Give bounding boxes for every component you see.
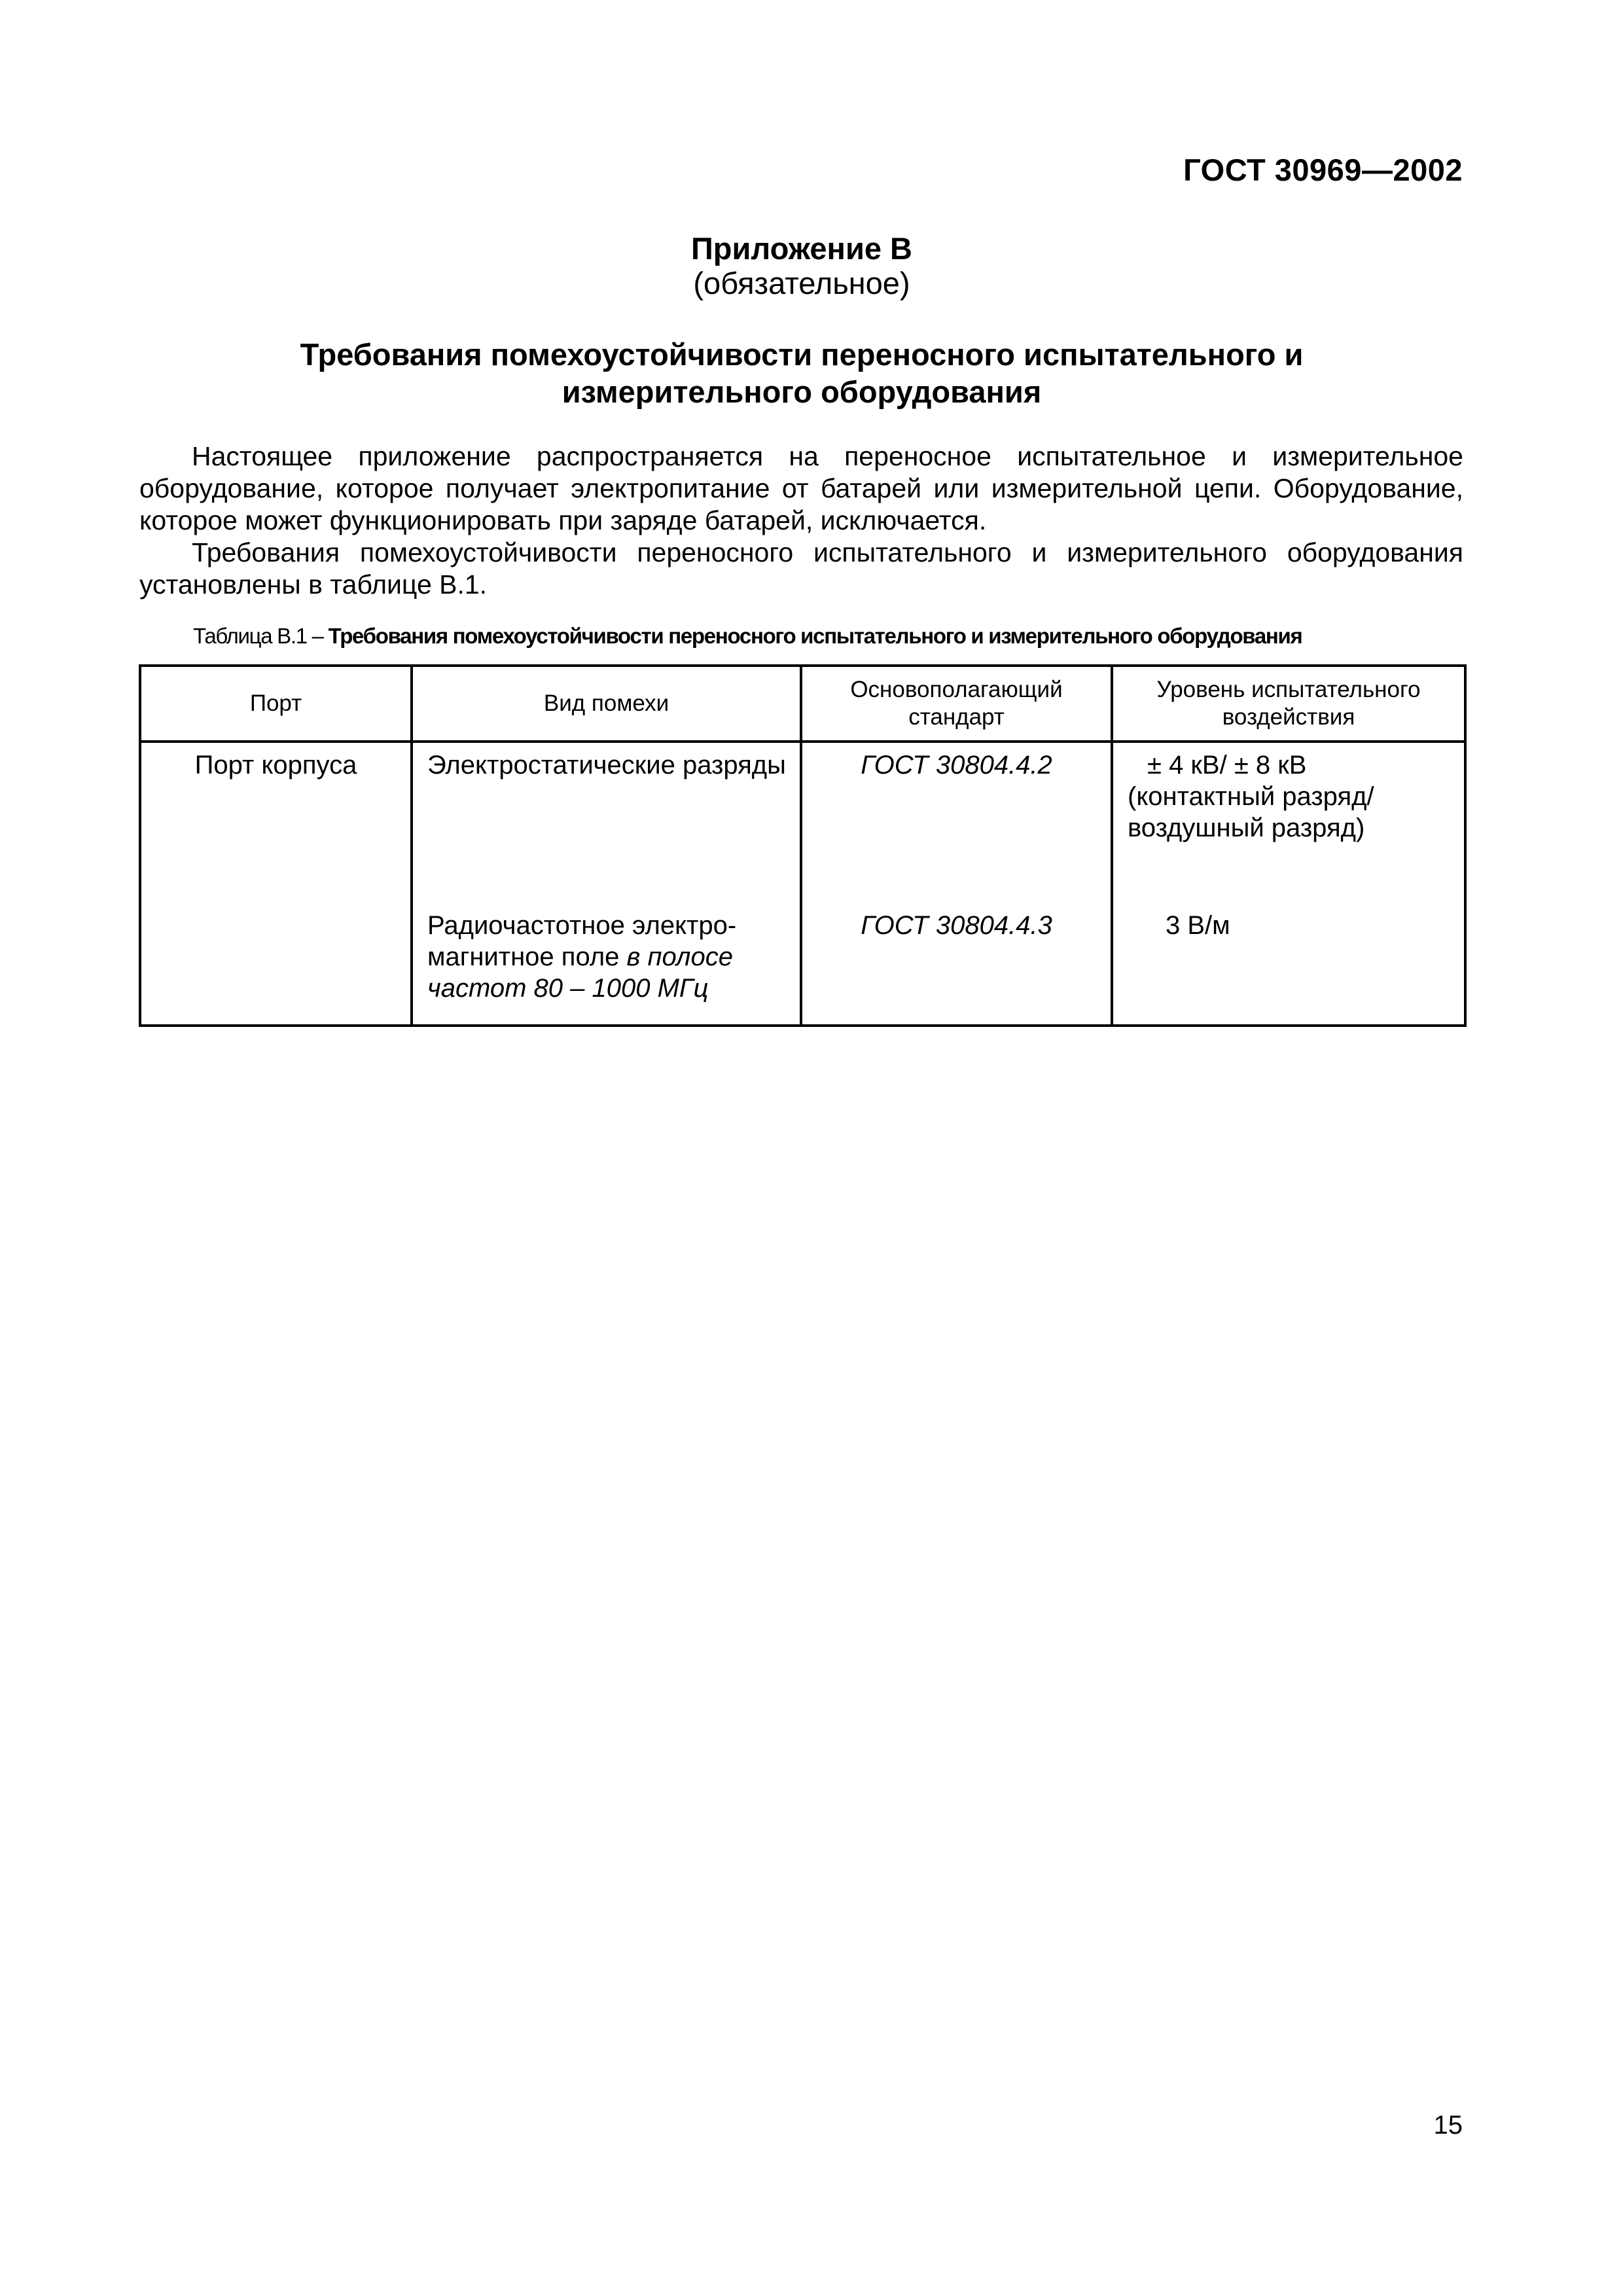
table-header-row (140, 666, 1465, 742)
header-standard: Основополагающий стандарт (801, 666, 1112, 742)
header-type: Вид помехи (412, 666, 801, 742)
cell-standard (801, 742, 1112, 1026)
standard-2: ГОСТ 30804.4.3 (861, 911, 1052, 940)
header-level: Уровень испытательного воздействия (1112, 666, 1465, 742)
standard-1: ГОСТ 30804.4.2 (861, 751, 1052, 780)
paragraph-requirements (139, 537, 1463, 601)
paragraph-requirements-text: Требования помехоустойчивости переносного испытательного и измерительного оборудования установлены в таблице В.1. (139, 537, 1463, 600)
annex-status: (обязательное) (693, 266, 910, 300)
table-row (140, 742, 1465, 1026)
test-level-1: ± 4 кВ/ ± 8 кВ (контактный разряд/воздушный разряд) (1128, 751, 1374, 842)
test-level-2: 3 В/м (1166, 911, 1230, 940)
annex-title: Приложение В (691, 231, 912, 266)
disturbance-type-1: Электростатические разряды (427, 751, 786, 780)
cell-test-level (1112, 742, 1465, 1026)
paragraph-scope-text: Настоящее приложение распространяется на переносное испытательное и измерительное оборудование, которое получает электропитание от батарей или измерительной цепи. Оборудование, которое может функционировать при заряде батарей, исключается. (139, 441, 1463, 535)
header-port: Порт (140, 666, 412, 742)
section-title-line-1: Требования помехоустойчивости переносного испытательного и (300, 337, 1304, 372)
port-value: Порт корпуса (194, 751, 357, 780)
section-title-line-2: измерительного оборудования (562, 374, 1042, 409)
cell-disturbance-type (412, 742, 801, 1026)
table-caption-prefix: Таблица В.1 – (193, 624, 329, 648)
section-title (196, 336, 1407, 410)
paragraph-scope (139, 440, 1463, 537)
document-number: ГОСТ 30969—2002 (1183, 152, 1463, 187)
cell-port (140, 742, 412, 1026)
page-number: 15 (1433, 2111, 1463, 2140)
requirements-table (139, 664, 1467, 1027)
table-caption (193, 624, 1466, 649)
table-caption-title: Требования помехоустойчивости переносного испытательного и измерительного оборудования (328, 624, 1302, 648)
disturbance-type-2: Радиочастотное электро-магнитное поле в полосе частот 80 – 1000 МГц (427, 911, 737, 1003)
